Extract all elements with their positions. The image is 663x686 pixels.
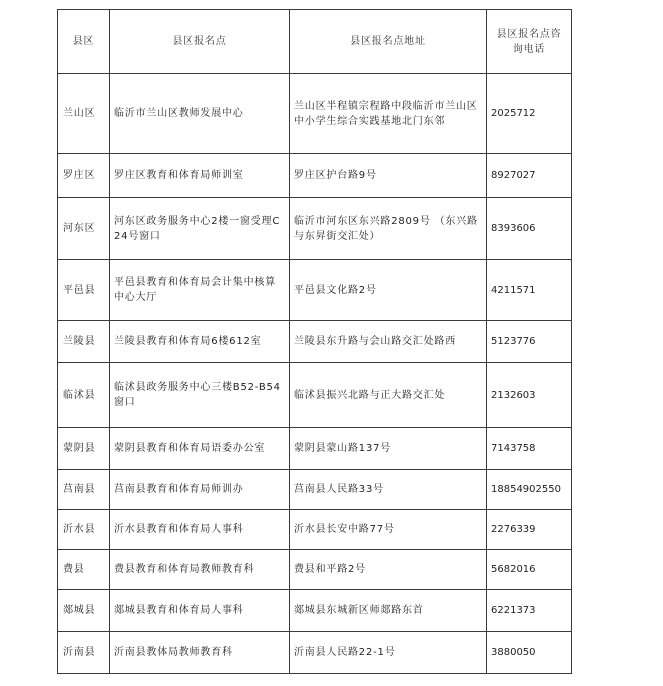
site-cell: 蒙阴县教育和体育局语委办公室	[110, 428, 290, 470]
site-cell: 河东区政务服务中心2楼一窗受理C24号窗口	[110, 198, 290, 260]
header-county: 县区	[58, 10, 110, 74]
site-cell: 郯城县教育和体育局人事科	[110, 590, 290, 632]
table-row	[58, 74, 572, 154]
table-row	[58, 590, 572, 632]
header-phone: 县区报名点咨询电话	[487, 10, 572, 74]
phone-cell: 2132603	[487, 363, 572, 428]
table-row	[58, 198, 572, 260]
site-cell: 费县教育和体育局教师教育科	[110, 550, 290, 590]
address-cell: 兰陵县东升路与会山路交汇处路西	[290, 321, 487, 363]
county-cell: 罗庄区	[58, 154, 110, 198]
address-cell: 临沭县振兴北路与正大路交汇处	[290, 363, 487, 428]
county-cell: 平邑县	[58, 260, 110, 321]
county-cell: 兰山区	[58, 74, 110, 154]
address-cell: 罗庄区护台路9号	[290, 154, 487, 198]
address-cell: 平邑县文化路2号	[290, 260, 487, 321]
address-cell: 临沂市河东区东兴路2809号 （东兴路与东昇街交汇处）	[290, 198, 487, 260]
table-row	[58, 632, 572, 674]
site-cell: 沂南县教体局教师教育科	[110, 632, 290, 674]
table-row	[58, 321, 572, 363]
table-row	[58, 428, 572, 470]
address-cell: 蒙阴县蒙山路137号	[290, 428, 487, 470]
site-cell: 兰陵县教育和体育局6楼612室	[110, 321, 290, 363]
address-cell: 费县和平路2号	[290, 550, 487, 590]
county-cell: 费县	[58, 550, 110, 590]
address-cell: 兰山区半程镇宗程路中段临沂市兰山区中小学生综合实践基地北门东邻	[290, 74, 487, 154]
address-cell: 郯城县东城新区师郯路东首	[290, 590, 487, 632]
phone-cell: 18854902550	[487, 470, 572, 510]
phone-cell: 5123776	[487, 321, 572, 363]
county-cell: 莒南县	[58, 470, 110, 510]
phone-cell: 6221373	[487, 590, 572, 632]
site-cell: 沂水县教育和体育局人事科	[110, 510, 290, 550]
phone-cell: 8927027	[487, 154, 572, 198]
site-cell: 临沭县政务服务中心三楼B52-B54窗口	[110, 363, 290, 428]
site-cell: 罗庄区教育和体育局师训室	[110, 154, 290, 198]
table-row	[58, 470, 572, 510]
table-row	[58, 154, 572, 198]
address-cell: 沂南县人民路22-1号	[290, 632, 487, 674]
registration-sites-table	[57, 9, 572, 674]
phone-cell: 4211571	[487, 260, 572, 321]
phone-cell: 2276339	[487, 510, 572, 550]
phone-cell: 7143758	[487, 428, 572, 470]
county-cell: 沂南县	[58, 632, 110, 674]
address-cell: 莒南县人民路33号	[290, 470, 487, 510]
phone-cell: 8393606	[487, 198, 572, 260]
county-cell: 临沭县	[58, 363, 110, 428]
table-row	[58, 550, 572, 590]
table-row	[58, 363, 572, 428]
phone-cell: 5682016	[487, 550, 572, 590]
phone-cell: 2025712	[487, 74, 572, 154]
table-row	[58, 510, 572, 550]
table-row	[58, 260, 572, 321]
county-cell: 蒙阴县	[58, 428, 110, 470]
address-cell: 沂水县长安中路77号	[290, 510, 487, 550]
site-cell: 临沂市兰山区教师发展中心	[110, 74, 290, 154]
county-cell: 河东区	[58, 198, 110, 260]
county-cell: 郯城县	[58, 590, 110, 632]
site-cell: 莒南县教育和体育局师训办	[110, 470, 290, 510]
header-address: 县区报名点地址	[290, 10, 487, 74]
county-cell: 兰陵县	[58, 321, 110, 363]
phone-cell: 3880050	[487, 632, 572, 674]
county-cell: 沂水县	[58, 510, 110, 550]
table-header-row	[58, 10, 572, 74]
header-site: 县区报名点	[110, 10, 290, 74]
site-cell: 平邑县教育和体育局会计集中核算中心大厅	[110, 260, 290, 321]
